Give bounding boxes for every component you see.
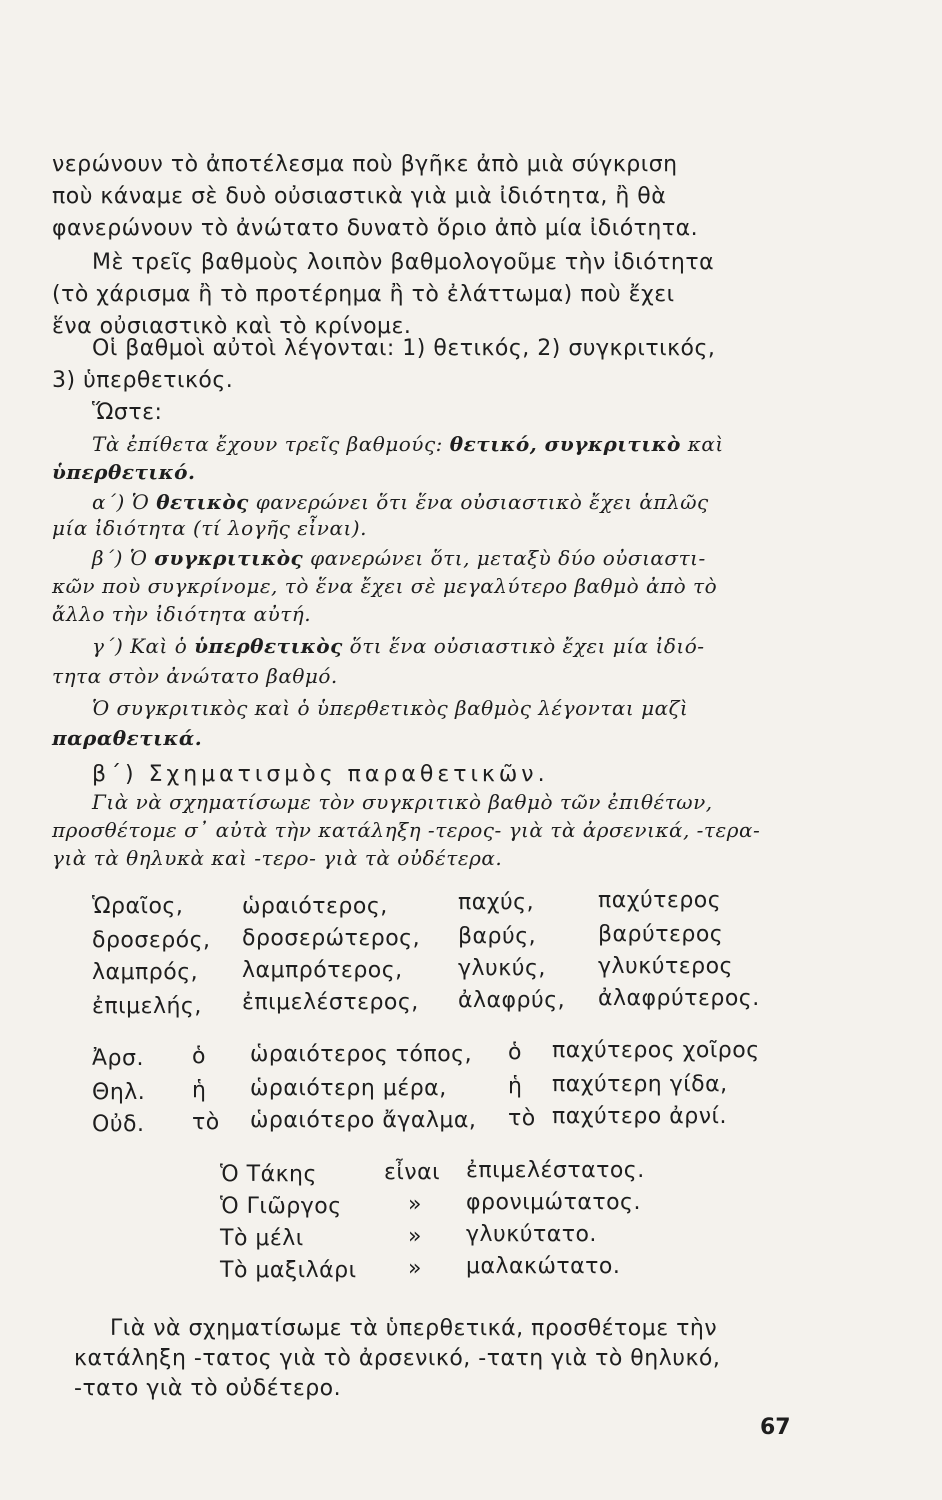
table-cell: ἀλαφρύς, xyxy=(458,988,566,1013)
rule-d-line-1: Ὁ συγκριτικὸς καὶ ὁ ὑπερθετικὸς βαθμὸς λέγονται μαζὶ xyxy=(92,696,689,720)
table-cell: Ὁ Τάκης xyxy=(220,1162,317,1187)
text-line: Μὲ τρεῖς βαθμοὺς λοιπὸν βαθμολογοῦμε τὴν ἰδιότητα xyxy=(92,250,715,275)
text-line: ποὺ κάναμε σὲ δυὸ οὐσιαστικὰ γιὰ μιὰ ἰδιότητα, ἢ θὰ xyxy=(52,184,667,209)
rule-a-lead: α΄) Ὁ xyxy=(92,490,157,514)
table-cell: λαμπρός, xyxy=(92,960,199,985)
text-line: (τὸ χάρισμα ἢ τὸ προτέρημα ἢ τὸ ἐλάττωμα) ποὺ ἔχει xyxy=(52,282,675,307)
page-number: 67 xyxy=(760,1415,791,1440)
rule-intro xyxy=(92,432,724,456)
table-cell: γλυκύτατο. xyxy=(466,1222,597,1247)
text-line: φανερώνουν τὸ ἀνώτατο δυνατὸ ὅριο ἀπὸ μία ἰδιότητα. xyxy=(52,216,699,241)
table-cell: τὸ xyxy=(508,1106,536,1131)
rule-a-term: θετικὸς xyxy=(156,490,249,514)
table-cell: δροσερός, xyxy=(92,928,211,953)
rule-a-line-2: μία ἰδιότητα (τί λογῆς εἶναι). xyxy=(52,516,367,540)
section-rule-line: προσθέτομε σ᾿ αὐτὰ τὴν κατάληξη -τερος- γιὰ τὰ ἀρσενικά, -τερα- xyxy=(52,818,761,842)
section-rule-line: γιὰ τὰ θηλυκὰ καὶ -τερο- γιὰ τὰ οὐδέτερα. xyxy=(52,846,503,870)
rule-c-line-2: τητα στὸν ἀνώτατο βαθμό. xyxy=(52,664,338,688)
table-cell: Ὡραῖος, xyxy=(92,894,184,919)
table-cell: ἡ xyxy=(508,1074,523,1099)
text-line: -τατο γιὰ τὸ οὐδέτερο. xyxy=(74,1376,342,1401)
rule-d-bold: παραθετικά. xyxy=(52,726,203,750)
table-cell: τὸ xyxy=(192,1110,220,1135)
text-line: Οἱ βαθμοὶ αὐτοὶ λέγονται: 1) θετικός, 2) συγκριτικός, xyxy=(92,336,716,361)
table-cell: » xyxy=(408,1256,422,1281)
table-cell: ὡραιότερη μέρα, xyxy=(250,1076,447,1101)
table-cell: γλυκύς, xyxy=(458,956,546,981)
table-cell: δροσερώτερος, xyxy=(242,926,421,951)
table-cell: παχύτερος χοῖρος xyxy=(552,1038,760,1063)
table-cell: ἀλαφρύτερος. xyxy=(598,986,760,1011)
table-cell: Ὁ Γιῶργος xyxy=(220,1194,342,1219)
table-cell: Θηλ. xyxy=(92,1080,146,1105)
rule-b-lead: β΄) Ὁ xyxy=(92,546,155,570)
table-cell: ὡραιότερος τόπος, xyxy=(250,1042,473,1067)
rule-c-line-1 xyxy=(92,634,705,658)
hoste-label: Ὥστε: xyxy=(92,400,163,425)
table-cell: ἐπιμελής, xyxy=(92,994,202,1019)
rule-c-rest: ὅτι ἕνα οὐσιαστικὸ ἔχει μία ἰδιό- xyxy=(342,634,705,658)
rule-b-line-3: ἄλλο τὴν ἰδιότητα αὐτή. xyxy=(52,602,312,626)
table-cell: Οὐδ. xyxy=(92,1112,145,1137)
text-line: Γιὰ νὰ σχηματίσωμε τὰ ὑπερθετικά, προσθέτομε τὴν xyxy=(110,1316,718,1341)
rule-b-line-2: κῶν ποὺ συγκρίνομε, τὸ ἕνα ἔχει σὲ μεγαλύτερο βαθμὸ ἀπὸ τὸ xyxy=(52,574,718,598)
section-heading: β΄) Σχηματισμὸς παραθετικῶν. xyxy=(92,762,549,787)
text-line: 3) ὑπερθετικός. xyxy=(52,368,234,393)
table-cell: παχύτερος xyxy=(598,888,722,913)
rule-intro-text: Τὰ ἐπίθετα ἔχουν τρεῖς βαθμούς: xyxy=(92,432,450,456)
table-cell: » xyxy=(408,1192,422,1217)
table-cell: γλυκύτερος xyxy=(598,954,733,979)
table-cell: » xyxy=(408,1224,422,1249)
table-cell: ἐπιμελέστερος, xyxy=(242,990,419,1015)
rule-b-rest: φανερώνει ὅτι, μεταξὺ δύο οὐσιαστι- xyxy=(303,546,706,570)
table-cell: παχύτερη γίδα, xyxy=(552,1072,728,1097)
table-cell: ὁ xyxy=(192,1044,206,1069)
table-cell: παχύτερο ἀρνί. xyxy=(552,1104,727,1129)
text-line: ἕνα οὐσιαστικὸ καὶ τὸ κρίνομε. xyxy=(52,314,412,339)
rule-intro-bold-2: ὑπερθετικό. xyxy=(52,460,196,484)
table-cell: παχύς, xyxy=(458,890,535,915)
table-cell: ὡραιότερος, xyxy=(242,894,388,919)
table-cell: Τὸ μαξιλάρι xyxy=(220,1258,357,1283)
rule-intro-tail: καὶ xyxy=(680,432,724,456)
table-cell: φρονιμώτατος. xyxy=(466,1190,641,1215)
table-cell: βαρύς, xyxy=(458,924,537,949)
section-rule-line: Γιὰ νὰ σχηματίσωμε τὸν συγκριτικὸ βαθμὸ τῶν ἐπιθέτων, xyxy=(92,790,713,814)
table-cell: μαλακώτατο. xyxy=(466,1254,621,1279)
rule-c-term: ὑπερθετικὸς xyxy=(194,634,343,658)
rule-a-rest: φανερώνει ὅτι ἕνα οὐσιαστικὸ ἔχει ἁπλῶς xyxy=(248,490,709,514)
table-cell: λαμπρότερος, xyxy=(242,958,403,983)
table-cell: ἡ xyxy=(192,1078,207,1103)
table-cell: βαρύτερος xyxy=(598,922,724,947)
text-line: νερώνουν τὸ ἀποτέλεσμα ποὺ βγῆκε ἀπὸ μιὰ σύγκριση xyxy=(52,152,678,177)
text-line: κατάληξη -τατος γιὰ τὸ ἀρσενικό, -τατη γιὰ τὸ θηλυκό, xyxy=(74,1346,721,1371)
table-cell: Τὸ μέλι xyxy=(220,1226,304,1251)
table-cell: εἶναι xyxy=(384,1160,441,1185)
table-cell: ὡραιότερο ἄγαλμα, xyxy=(250,1108,477,1133)
table-cell: ὁ xyxy=(508,1040,522,1065)
rule-a-line-1 xyxy=(92,490,709,514)
rule-b-line-1 xyxy=(92,546,706,570)
table-cell: Ἀρσ. xyxy=(92,1046,144,1071)
rule-intro-bold: θετικό, συγκριτικὸ xyxy=(449,432,681,456)
table-cell: ἐπιμελέστατος. xyxy=(466,1158,645,1183)
rule-c-lead: γ΄) Καὶ ὁ xyxy=(92,634,195,658)
rule-b-term: συγκριτικὸς xyxy=(154,546,304,570)
